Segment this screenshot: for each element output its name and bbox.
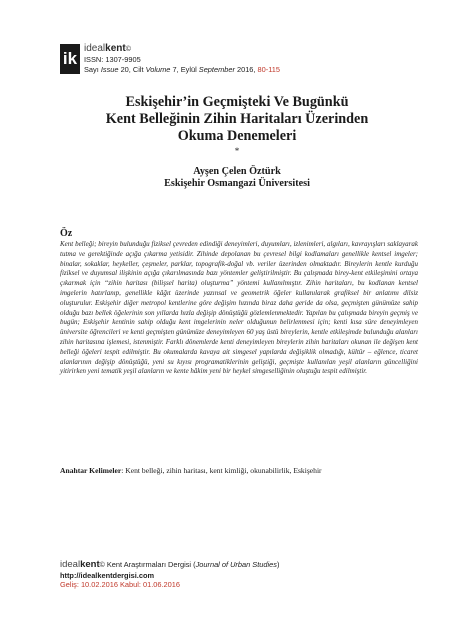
footer-brand-mark: © xyxy=(99,562,105,569)
author-name: Ayşen Çelen Öztürk xyxy=(193,166,281,177)
issue-mid3: 2016, xyxy=(234,65,258,74)
page-range: 80-115 xyxy=(257,65,280,74)
journal-url-link[interactable]: http://idealkentdergisi.com xyxy=(60,570,155,580)
journal-brand xyxy=(84,44,280,55)
journal-logo xyxy=(60,44,80,74)
footer-journal-line xyxy=(60,560,279,571)
keywords-text: : Kent belleği, zihin haritası, kent kimliği, okunabilirlik, Eskişehir xyxy=(121,466,322,475)
keywords-label: Anahtar Kelimeler xyxy=(60,466,122,475)
month-en: September xyxy=(198,65,235,74)
journal-footer xyxy=(60,560,279,590)
author-affiliation: Eskişehir Osmangazi Üniversitesi xyxy=(164,178,310,189)
paper-title xyxy=(40,94,434,145)
issn: ISSN: 1307-9905 xyxy=(84,55,141,64)
issue-line xyxy=(84,65,280,75)
issue-mid2: 7, Eylül xyxy=(170,65,199,74)
footer-brand-light: ideal xyxy=(60,559,81,570)
title-line-1: Eskişehir’in Geçmişteki Ve Bugünkü xyxy=(125,94,349,110)
footer-brand-bold: kent xyxy=(80,559,100,570)
brand-bold: kent xyxy=(105,43,126,54)
received-accepted-dates: Geliş: 10.02.2016 Kabul: 01.06.2016 xyxy=(60,580,180,589)
title-line-2: Kent Belleğinin Zihin Haritaları Üzerinden xyxy=(105,111,369,127)
title-line-3: Okuma Denemeleri xyxy=(177,128,297,144)
issue-mid1: 20, Cilt xyxy=(118,65,146,74)
keywords xyxy=(60,466,418,476)
footer-journal-close: ) xyxy=(276,560,280,569)
abstract-paragraph: Kent belleği; bireyin bulunduğu fiziksel çevreden edindiği deneyimleri, duyumları, izlenimleri, algıları, kavrayışları saklayarak tutma ve gerektiğinde açığa çıkarma yetisidir. Zihinde depolanan bu çevresel bilgi kodlamaları genellikle kentsel imgeler; binalar, sokaklar, heykeller, çeşmeler, parklar, topografik-doğal vb. veriler üzerinden olmaktadır. Bireylerin kentle kurduğu fiziksel ve duyumsal ilişkinin açığa çıkarılmasında bazı yöntemler geliştirilmiştir. Bu çalışmada birey-kent etkileşimini ortaya çıkarmak için “zihin haritası (bilişsel harita) oluşturma” yöntemi kullanılmıştır. Zihin haritaları, bu kodlanan kentsel imgelerin hatırlanıp, genellikle kâğıt üzerinde yazınsal ve geometrik öğeler kullanılarak grafiksel bir anlatımı dilsiz oluşturulur. Eskişehir diğer metropol kentlerine göre değişim hızında biraz daha geride da olsa, geçmişten günümüze sahip olduğu bazı bellek öğelerinin son yıllarda hızla değişip dönüştüğü gözlemlenmektedir. Yapılan bu çalışmada bireyin geçmiş ve bugün; Eskişehir kentinin sahip olduğu kent imgelerinin neler olduğunun belirlenmesi için; kenti kısa süre deneyimleyen üniversite öğrencileri ve kenti geçmişten günümüze deneyimleyen 60 yaş üstü bireylerin, kentle etkileşimde bulunduğu alanları zihin haritasına işlemesi, istenmiştir. Farklı dönemlerde kenti deneyimleyen bireylerin zihin haritaları okunan ile değişen kent belleği öğeleri tespit edilmiştir. Bu okumalarda kavaya ait simgesel yapılarda değişiklik olmadığı, kültür – eğlence, ticaret alanlarının değişip dönüştüğü, yeni su kıyısı programatiklerinin geliştiği, geçmişte kullanılan yeşil alanların güncelliğini yitirirken yeni tematik yeşil alanların ve kente hâkim yeni bir heykel simgeselliğinin oluştuğu tespit edilmiştir. xyxy=(60,240,418,376)
abstract-body xyxy=(60,240,418,377)
brand-mark: © xyxy=(125,46,131,53)
issue-en: Issue xyxy=(100,65,119,74)
footer-journal-tr: Kent Araştırmaları Dergisi ( xyxy=(104,560,196,569)
brand-light: ideal xyxy=(84,43,106,54)
footer-journal-en: Journal of Urban Studies xyxy=(195,560,277,569)
volume-en: Volume xyxy=(145,65,171,74)
issue-prefix: Sayı xyxy=(84,65,101,74)
abstract-heading: Öz xyxy=(60,228,73,239)
journal-header xyxy=(84,44,280,75)
logo-letter: ik xyxy=(62,49,78,68)
footer-brand xyxy=(60,559,105,570)
title-footnote-mark: * xyxy=(234,146,240,156)
